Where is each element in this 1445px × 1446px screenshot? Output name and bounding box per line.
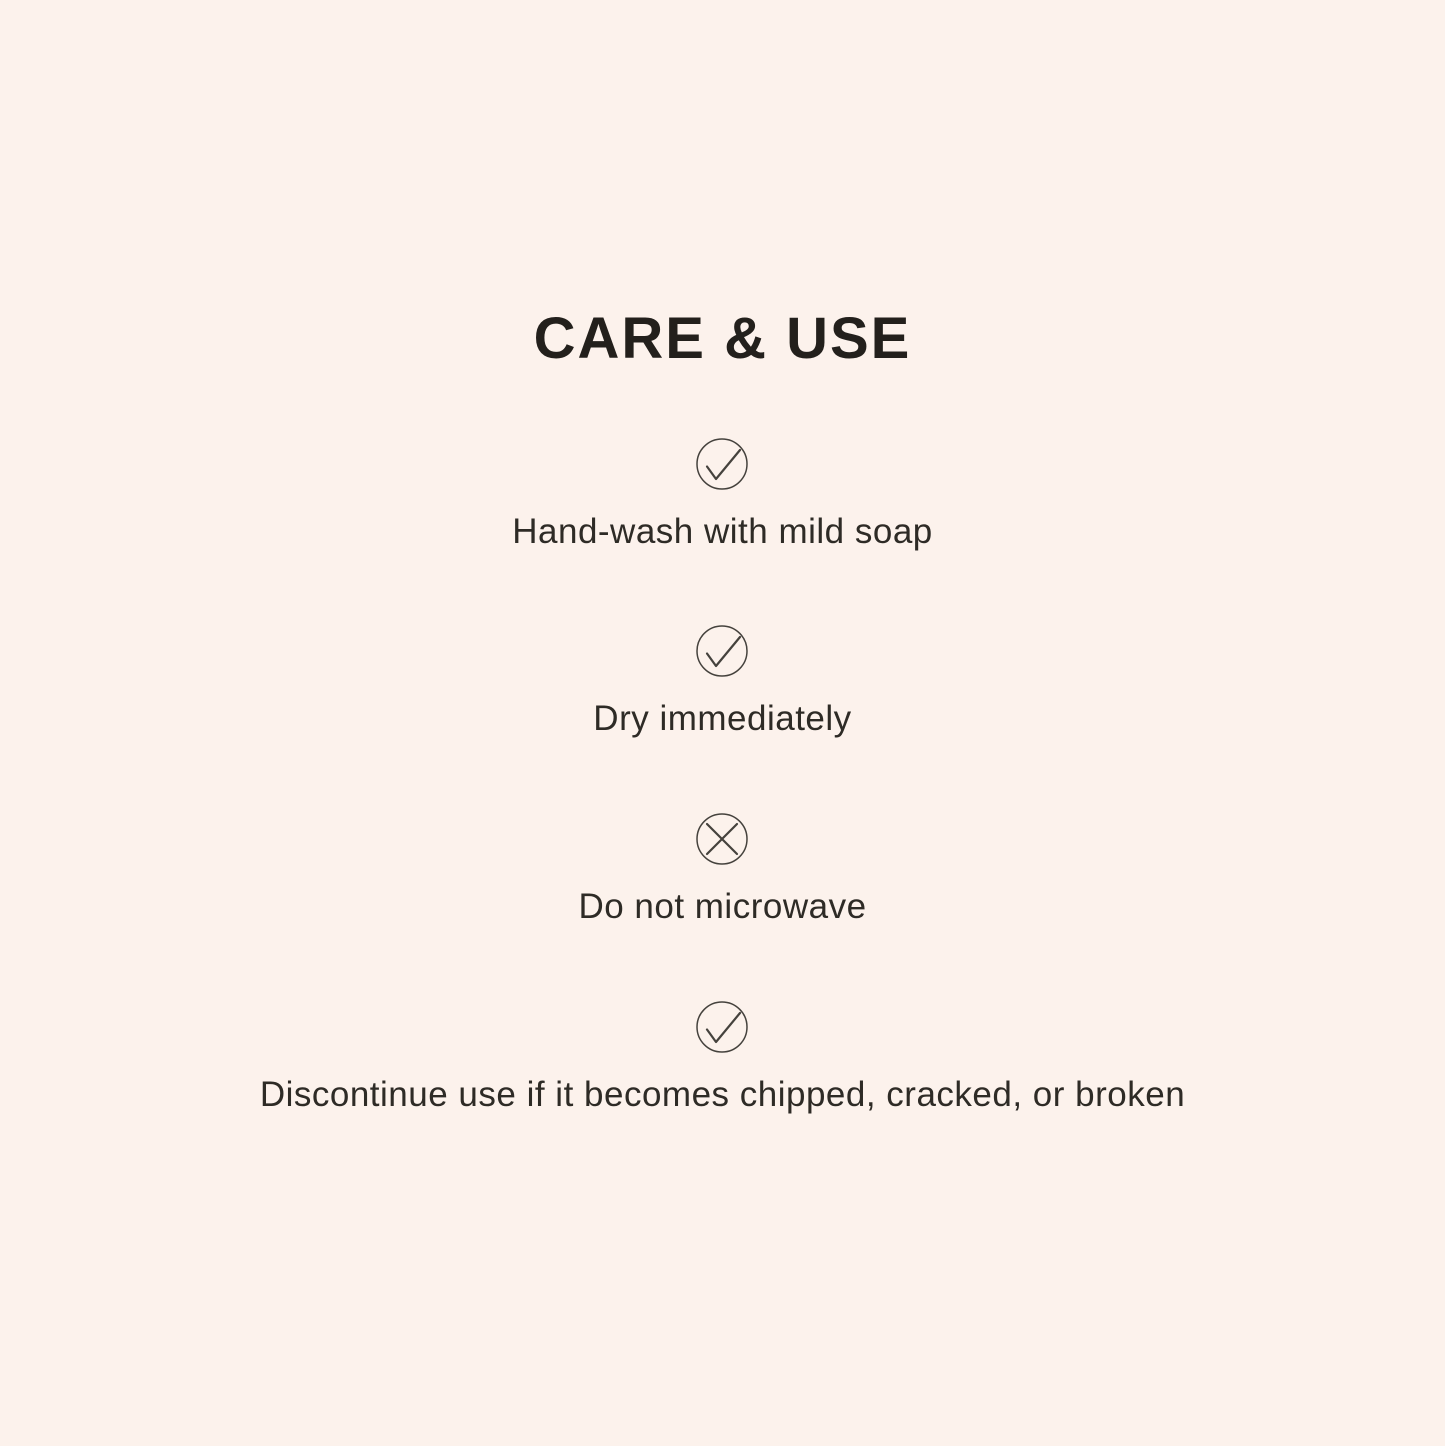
page-title: CARE & USE: [533, 306, 912, 371]
care-item: [260, 1001, 1185, 1117]
care-item: [512, 438, 933, 554]
cross-icon: [696, 813, 748, 865]
care-instructions-list: [0, 438, 1445, 1117]
care-item: [578, 813, 866, 929]
check-icon: [696, 438, 748, 490]
care-item-label: Dry immediately: [593, 699, 852, 739]
check-icon: [696, 625, 748, 677]
check-icon: [696, 1001, 748, 1053]
care-item-label: Do not microwave: [578, 887, 867, 927]
care-item: [593, 625, 851, 741]
care-item-label: Hand-wash with mild soap: [512, 511, 933, 551]
care-item-label: Discontinue use if it becomes chipped, cracked, or broken: [259, 1074, 1186, 1114]
